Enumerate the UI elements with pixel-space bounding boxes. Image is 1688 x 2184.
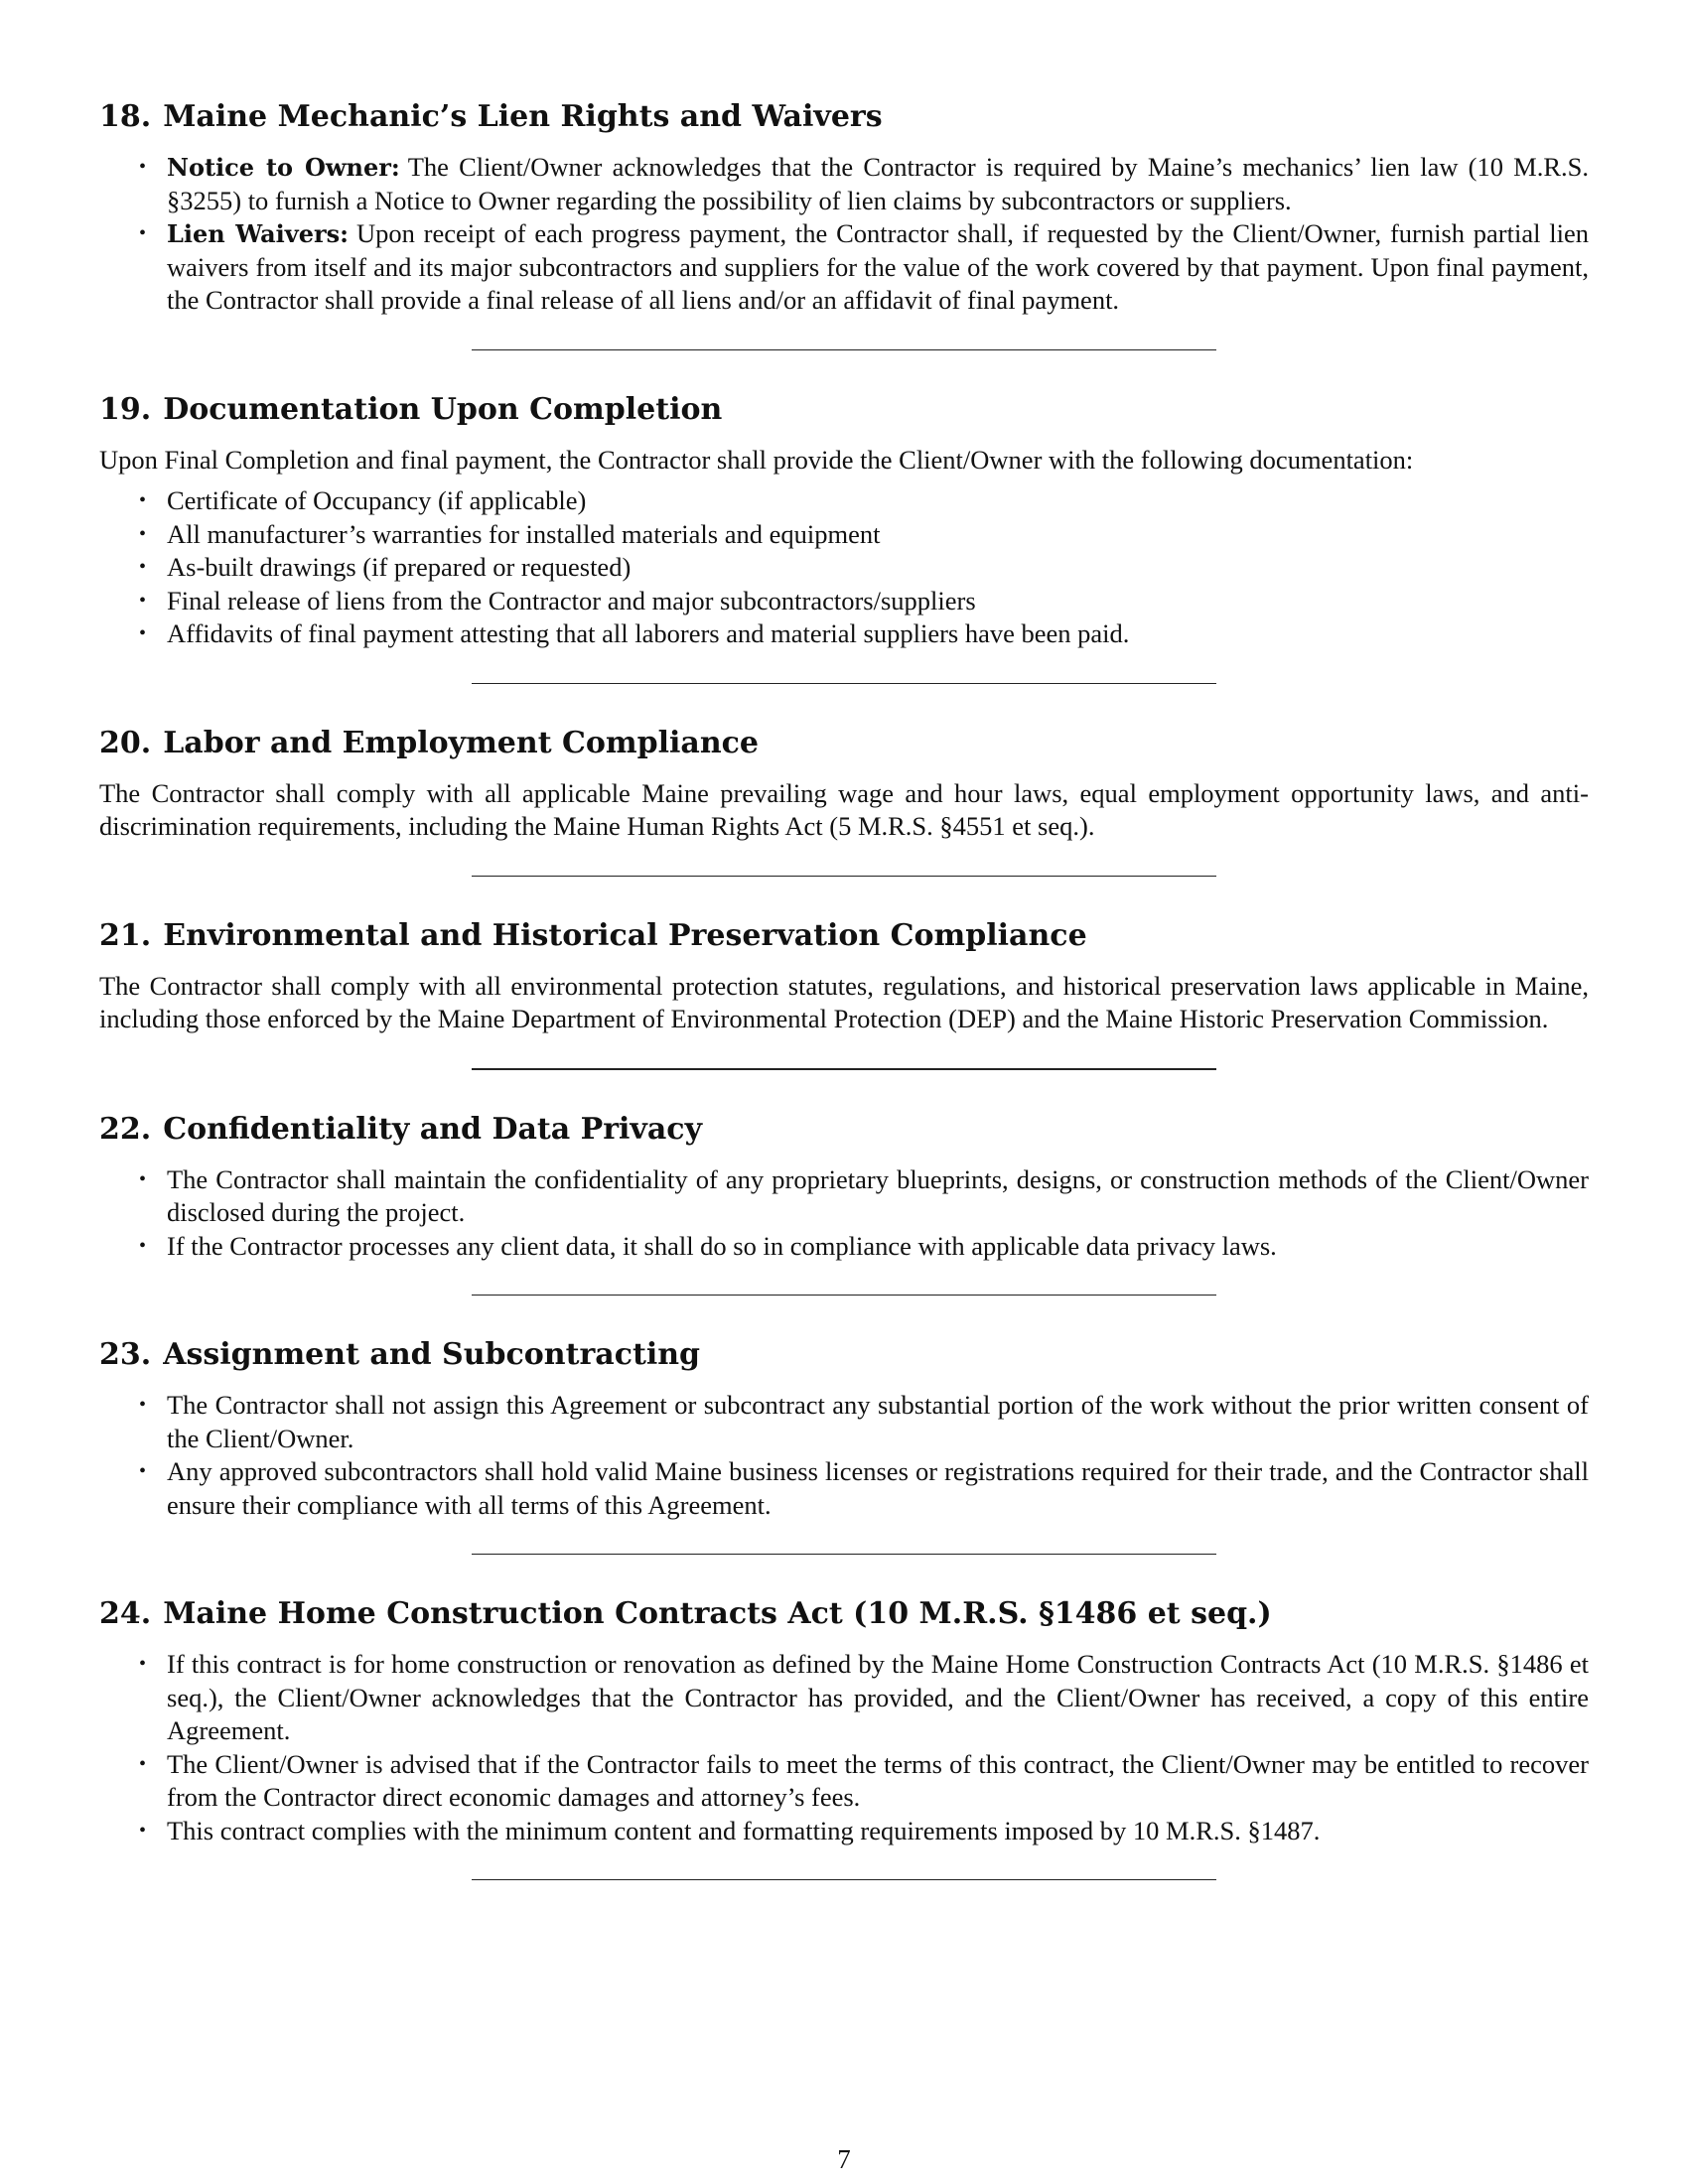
item-lead: Lien Waivers:	[167, 219, 349, 248]
section-title: Maine Home Construction Contracts Act (10 M.R.S. §1486 et seq.)	[163, 1596, 1272, 1631]
item-text: The Contractor shall maintain the confidentiality of any proprietary blueprints, designs, or construction methods of the Client/Owner disclosed during the project.	[167, 1163, 1589, 1227]
list-item	[99, 1815, 1589, 1848]
section-heading	[99, 97, 1589, 137]
section-23	[99, 1335, 1589, 1555]
section-title: Confidentiality and Data Privacy	[163, 1111, 703, 1147]
bullet-icon: •	[139, 489, 147, 511]
section-title: Documentation Upon Completion	[163, 391, 723, 427]
bullet-icon: •	[139, 1234, 147, 1257]
section-divider	[472, 1068, 1216, 1070]
list-item	[99, 551, 1589, 585]
list-item	[99, 1455, 1589, 1522]
section-22	[99, 1110, 1589, 1297]
section-heading	[99, 1335, 1589, 1375]
item-text: This contract complies with the minimum content and formatting requirements imposed by 10 M.R.S. §1487.	[167, 1815, 1321, 1845]
item-text: If this contract is for home construction or renovation as defined by the Maine Home Construction Contracts Act (10 M.R.S. §1486 et seq.), the Client/Owner acknowledges that the Contractor has provided, and the Client/Owner has received, a copy of this entire Agreement.	[167, 1649, 1589, 1745]
section-number: 24.	[99, 1596, 152, 1631]
section-heading	[99, 916, 1589, 956]
bullet-icon: •	[139, 622, 147, 644]
document-page	[99, 97, 1589, 1920]
list-item	[99, 1748, 1589, 1815]
section-body: The Contractor shall comply with all environmental protection statutes, regulations, and historical preservation laws applicable in Maine, including those enforced by the Maine Department of Environmental Protection (DEP) and the Maine Historic Preservation Commission.	[99, 970, 1589, 1033]
section-divider	[472, 1554, 1216, 1555]
list-item	[99, 518, 1589, 552]
bullet-list	[99, 1389, 1589, 1522]
list-item	[99, 1230, 1589, 1264]
bullet-icon: •	[139, 1167, 147, 1190]
section-divider	[472, 1879, 1216, 1880]
bullet-icon: •	[139, 1653, 147, 1675]
bullet-icon: •	[139, 1819, 147, 1842]
item-text: Upon receipt of each progress payment, the Contractor shall, if requested by the Client/Owner, furnish partial lien waivers from itself and its major subcontractors and suppliers for the value of the work covered by that payment. Upon final payment, the Contractor shall provide a final release of all liens and/or an affidavit of final payment.	[167, 218, 1589, 315]
bullet-icon: •	[139, 222, 147, 244]
list-item	[99, 585, 1589, 618]
section-number: 20.	[99, 725, 152, 760]
list-item	[99, 484, 1589, 518]
section-title: Assignment and Subcontracting	[163, 1337, 701, 1372]
item-text: The Client/Owner acknowledges that the Contractor is required by Maine’s mechanics’ lien law (10 M.R.S. §3255) to furnish a Notice to Owner regarding the possibility of lien claims by subcontractors or suppliers.	[167, 152, 1590, 215]
section-21	[99, 916, 1589, 1070]
section-heading	[99, 1110, 1589, 1150]
section-title: Labor and Employment Compliance	[163, 725, 760, 760]
section-18	[99, 97, 1589, 350]
bullet-icon: •	[139, 522, 147, 545]
item-text: The Client/Owner is advised that if the Contractor fails to meet the terms of this contract, the Client/Owner may be entitled to recover from the Contractor direct economic damages and attorney’s fees.	[167, 1748, 1589, 1812]
section-20	[99, 724, 1589, 877]
section-divider	[472, 876, 1216, 877]
item-lead: Notice to Owner:	[167, 153, 400, 182]
item-text: Affidavits of final payment attesting that all laborers and material suppliers have been paid.	[167, 618, 1130, 648]
section-number: 18.	[99, 99, 152, 134]
item-text: Final release of liens from the Contractor and major subcontractors/suppliers	[167, 585, 976, 615]
bullet-list	[99, 1163, 1589, 1264]
section-19	[99, 390, 1589, 684]
section-number: 19.	[99, 391, 152, 427]
item-text: As-built drawings (if prepared or requested)	[167, 552, 632, 582]
bullet-list	[99, 1648, 1589, 1847]
list-item	[99, 617, 1589, 651]
list-item	[99, 151, 1589, 217]
section-body: The Contractor shall comply with all applicable Maine prevailing wage and hour laws, equal employment opportunity laws, and anti-discrimination requirements, including the Maine Human Rights Act (5 M.R.S. §4551 et seq.).	[99, 777, 1589, 841]
section-title: Environmental and Historical Preservation Compliance	[163, 917, 1087, 953]
section-number: 22.	[99, 1111, 152, 1147]
section-intro: Upon Final Completion and final payment, the Contractor shall provide the Client/Owner with the following documentation:	[99, 444, 1414, 475]
section-heading	[99, 724, 1589, 763]
section-number: 21.	[99, 917, 152, 953]
section-heading	[99, 1594, 1589, 1634]
section-heading	[99, 390, 1589, 430]
item-text: All manufacturer’s warranties for installed materials and equipment	[167, 518, 881, 549]
bullet-icon: •	[139, 156, 147, 178]
section-divider	[472, 349, 1216, 350]
section-number: 23.	[99, 1337, 152, 1372]
section-24	[99, 1594, 1589, 1880]
bullet-icon: •	[139, 1752, 147, 1775]
item-text: The Contractor shall not assign this Agreement or subcontract any substantial portion of the work without the prior written consent of the Client/Owner.	[167, 1390, 1589, 1453]
list-item	[99, 217, 1589, 318]
item-text: Certificate of Occupancy (if applicable)	[167, 485, 587, 515]
list-item	[99, 1648, 1589, 1748]
bullet-icon: •	[139, 556, 147, 578]
section-divider	[472, 683, 1216, 684]
list-item	[99, 1389, 1589, 1455]
bullet-list	[99, 484, 1589, 651]
section-title: Maine Mechanic’s Lien Rights and Waivers	[163, 99, 883, 134]
section-divider	[472, 1295, 1216, 1296]
bullet-icon: •	[139, 1394, 147, 1416]
page-number: 7	[837, 2144, 851, 2174]
item-text: Any approved subcontractors shall hold valid Maine business licenses or registrations required for their trade, and the Contractor shall ensure their compliance with all terms of this Agreement.	[167, 1456, 1589, 1520]
bullet-icon: •	[139, 589, 147, 612]
bullet-icon: •	[139, 1460, 147, 1482]
bullet-list	[99, 151, 1589, 318]
item-text: If the Contractor processes any client data, it shall do so in compliance with applicable data privacy laws.	[167, 1230, 1277, 1261]
list-item	[99, 1163, 1589, 1230]
